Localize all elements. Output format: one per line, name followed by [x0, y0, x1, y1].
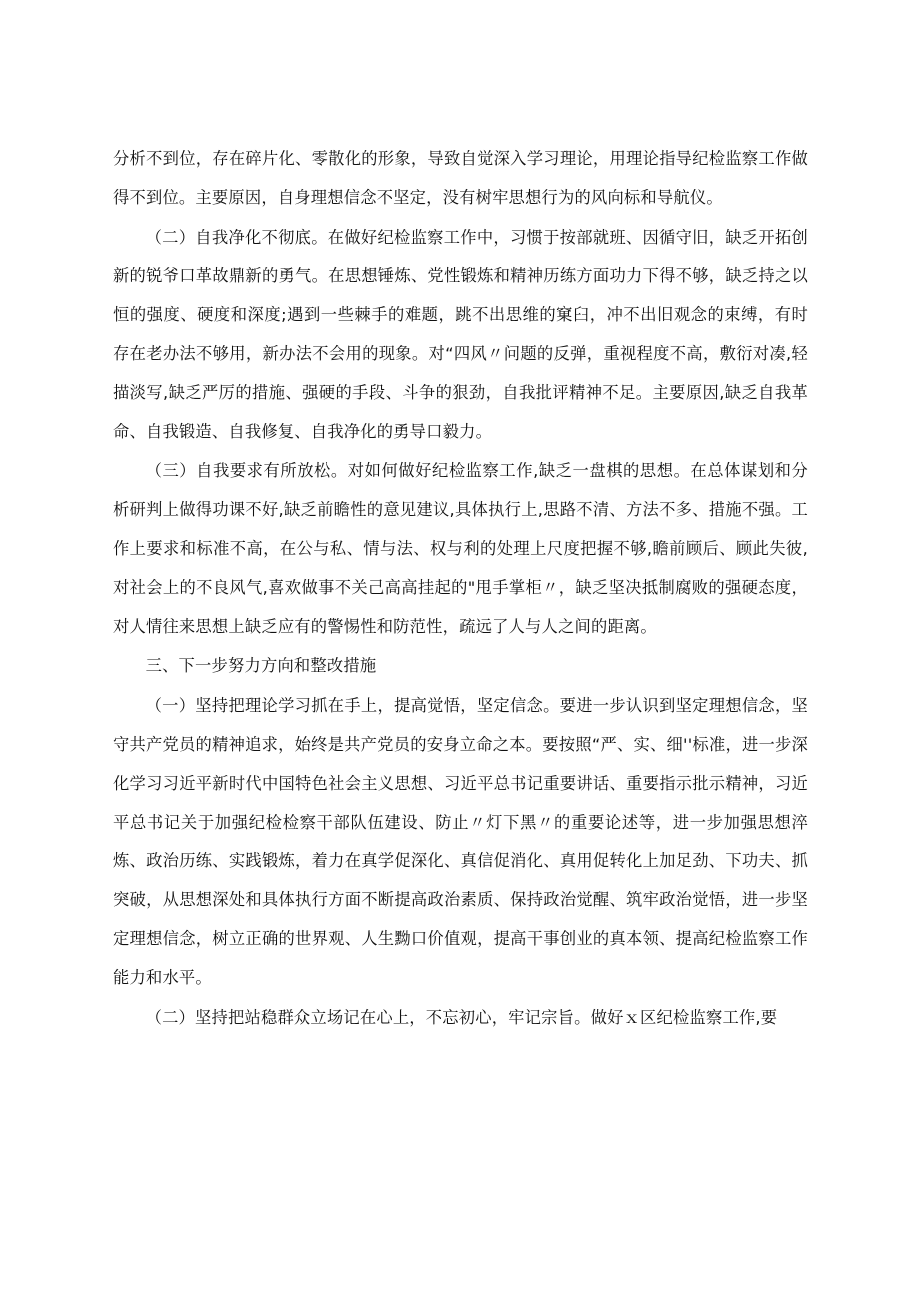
paragraph-self-requirement: （三）自我要求有所放松。对如何做好纪检监察工作,缺乏一盘棋的思想。在总体谋划和分析研判上做得功课不好,缺乏前瞻性的意见建议,具体执行上,思路不清、方法不多、措施不强。工作上要求和标准不高，在公与私、情与法、权与利的处理上尺度把握不够,瞻前顾后、顾此失彼,对社会上的不良风气,喜欢做事不关己高高挂起的"甩手掌柜〃，缺乏坚决抵制腐败的强硬态度，对人情往来思想上缺乏应有的警惕性和防范性，疏远了人与人之间的距离。 — [113, 461, 808, 636]
section-heading-next-steps: 三、下一步努力方向和整改措施 — [145, 656, 377, 676]
paragraph-theory-study: （一）坚持把理论学习抓在手上，提高觉悟，坚定信念。要进一步认识到坚定理想信念，坚守共产党员的精神追求，始终是共产党员的安身立命之本。要按照“严、实、细''标准，进一步深化学习习近平新时代中国特色社会主义思想、习近平总书记重要讲话、重要指示批示精神，习近平总书记关于加强纪检检察干部队伍建设、防止〃灯下黑〃的重要论述等，进一步加强思想淬炼、政治历练、实践锻炼，着力在真学促深化、真信促消化、真用促转化上加足劲、下功夫、抓突破，从思想深处和具体执行方面不断提高政治素质、保持政治觉醒、筑牢政治觉悟，进一步坚定理想信念，树立正确的世界观、人生黝口价值观，提高干事创业的真本领、提高纪检监察工作能力和水平。 — [113, 696, 808, 987]
paragraph-mass-stance: （二）坚持把站稳群众立场记在心上，不忘初心，牢记宗旨。做好ｘ区纪检监察工作,要 — [145, 1007, 778, 1027]
paragraph-analysis-continued: 分析不到位，存在碎片化、零散化的形象，导致自觉深入学习理论，用理论指导纪检监察工作做得不到位。主要原因，自身理想信念不坚定，没有树牢思想行为的风向标和导航仪。 — [113, 149, 808, 207]
paragraph-self-purification: （二）自我净化不彻底。在做好纪检监察工作中，习惯于按部就班、因循守旧，缺乏开拓创新的锐爷口革故鼎新的勇气。在思想锤炼、党性锻炼和精神历练方面功力下得不够，缺乏持之以恒的强度、硬度和深度;遇到一些棘手的难题，跳不出思维的窠臼，冲不出旧观念的束缚，有时存在老办法不够用，新办法不会用的现象。对“四风〃问题的反弹，重视程度不高，敷衍对凑,轻描淡写,缺乏严厉的措施、强硬的手段、斗争的狠劲，自我批评精神不足。主要原因,缺乏自我革命、自我锻造、自我修复、自我净化的勇导口毅力。 — [113, 227, 808, 441]
document-body — [113, 140, 808, 1037]
